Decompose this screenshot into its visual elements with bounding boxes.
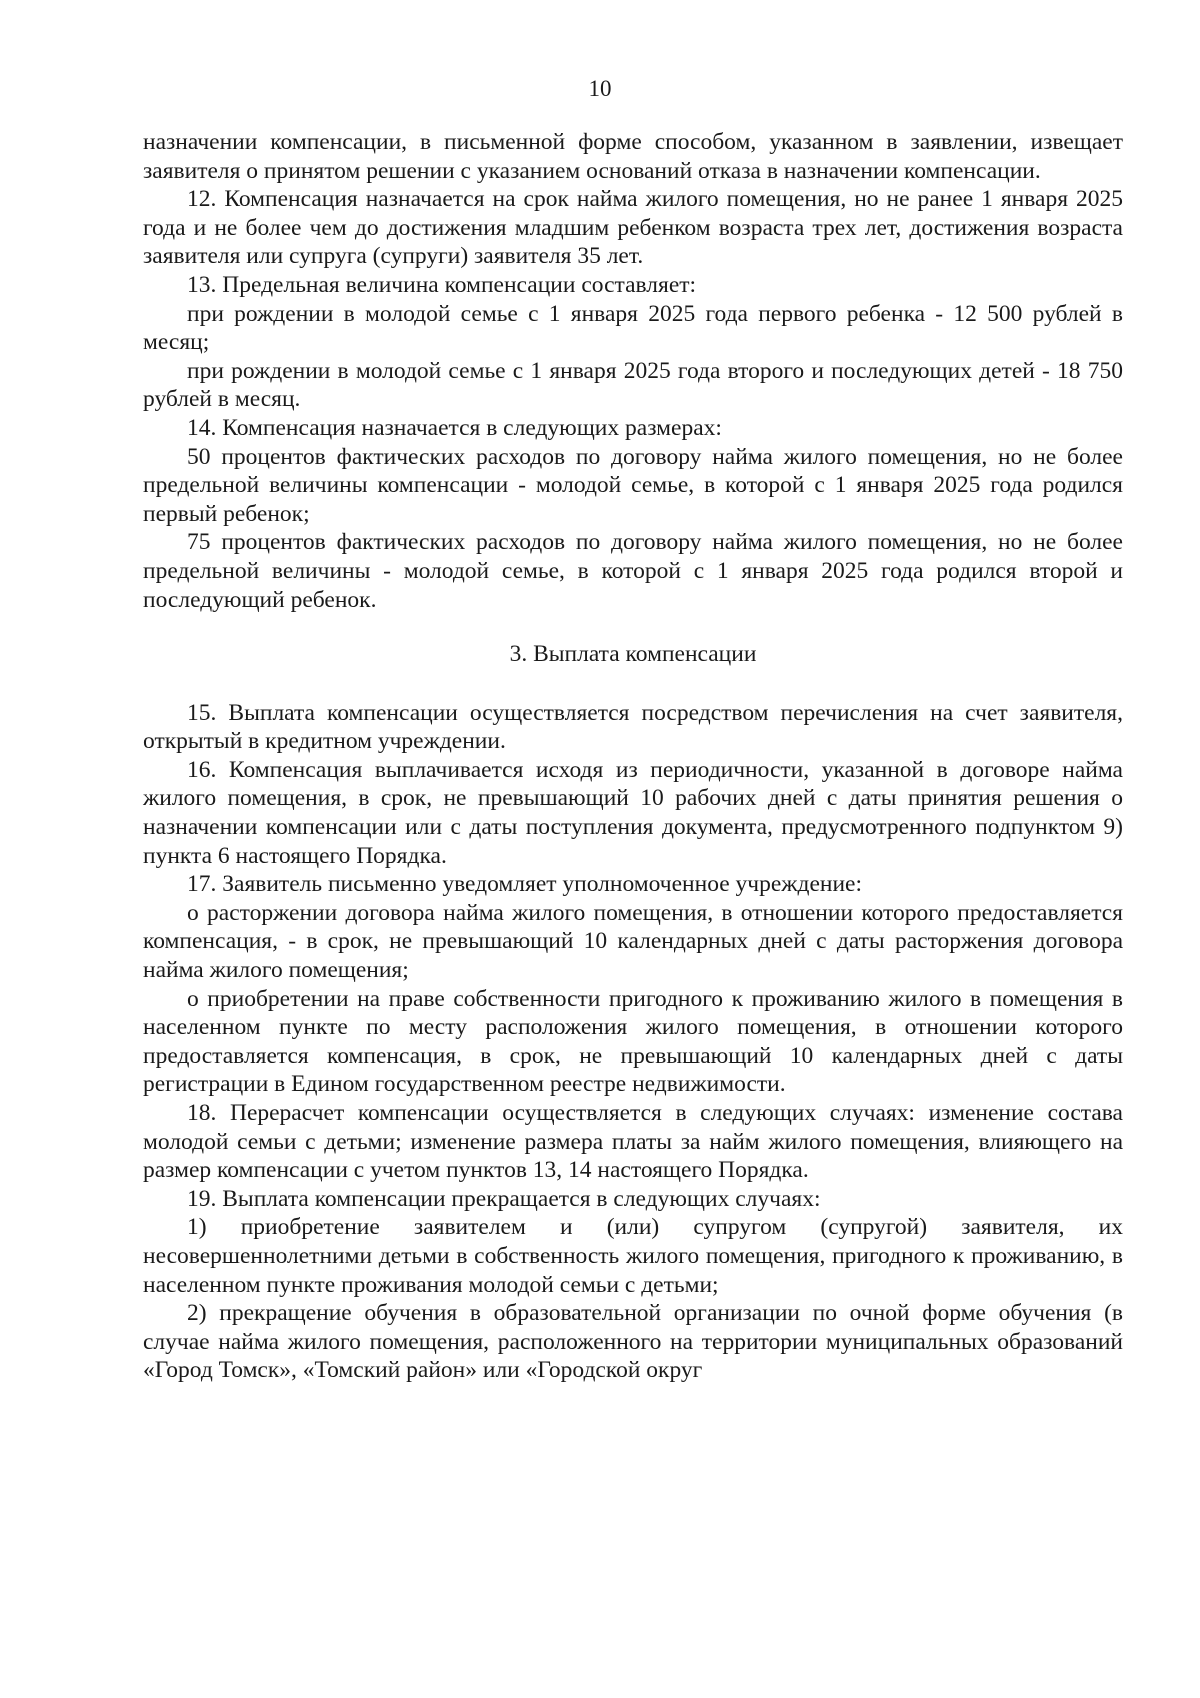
paragraph-item-18: 18. Перерасчет компенсации осуществляется в следующих случаях: изменение состава молодой семьи с детьми; изменение размера платы за найм жилого помещения, влияющего на размер компенсации с учетом пунктов 13, 14 настоящего Порядка.	[143, 1100, 1123, 1184]
paragraph-item-13-first-child: при рождении в молодой семье с 1 января 2025 года первого ребенка - 12 500 рублей в месяц;	[143, 300, 1123, 356]
paragraph-item-14-seventy-five-percent: 75 процентов фактических расходов по договору найма жилого помещения, но не более предельной величины - молодой семье, в которой с 1 января 2025 года родился второй и последующий ребенок.	[143, 529, 1123, 613]
section-heading: 3. Выплата компенсации	[509, 641, 757, 668]
paragraph-item-13: 13. Предельная величина компенсации составляет:	[187, 271, 697, 298]
paragraph-item-17-termination: о расторжении договора найма жилого помещения, в отношении которого предоставляется компенсация, - в срок, не превышающий 10 календарных дней с даты расторжения договора найма жилого помещения;	[143, 899, 1123, 984]
page-number: 10	[588, 76, 612, 101]
document-body	[143, 128, 1123, 1385]
paragraph-item-19: 19. Выплата компенсации прекращается в следующих случаях:	[187, 1185, 821, 1212]
paragraph-item-14: 14. Компенсация назначается в следующих размерах:	[187, 414, 722, 441]
paragraph-item-14-fifty-percent: 50 процентов фактических расходов по договору найма жилого помещения, но не более предельной величины компенсации - молодой семье, в которой с 1 января 2025 года родился первый ребенок;	[143, 443, 1123, 527]
paragraph-item-12: 12. Компенсация назначается на срок найма жилого помещения, но не ранее 1 января 2025 года и не более чем до достижения младшим ребенком возраста трех лет, достижения возраста заявителя или супруга (супруги) заявителя 35 лет.	[143, 186, 1123, 270]
paragraph-continuation: назначении компенсации, в письменной форме способом, указанном в заявлении, извещает заявителя о принятом решении с указанием оснований отказа в назначении компенсации.	[143, 129, 1123, 184]
paragraph-item-19-sub-1: 1) приобретение заявителем и (или) супругом (супругой) заявителя, их несовершеннолетними детьми в собственность жилого помещения, пригодного к проживанию, в населенном пункте проживания молодой семьи с детьми;	[143, 1214, 1123, 1298]
paragraph-item-17-acquisition: о приобретении на праве собственности пригодного к проживанию жилого в помещения в населенном пункте по месту расположения жилого помещения, в отношении которого предоставляется компенсация, в срок, не превышающий 10 календарных дней с даты регистрации в Едином государственном реестре недвижимости.	[143, 985, 1123, 1098]
paragraph-item-17: 17. Заявитель письменно уведомляет уполномоченное учреждение:	[187, 871, 863, 898]
paragraph-item-19-sub-2: 2) прекращение обучения в образовательной организации по очной форме обучения (в случае найма жилого помещения, расположенного на территории муниципальных образований «Город Томск», «Томский район» или «Городской округ	[143, 1300, 1123, 1384]
paragraph-item-15: 15. Выплата компенсации осуществляется посредством перечисления на счет заявителя, открытый в кредитном учреждении.	[143, 699, 1123, 755]
paragraph-item-13-second-child: при рождении в молодой семье с 1 января 2025 года второго и последующих детей - 18 750 рублей в месяц.	[143, 357, 1123, 413]
paragraph-item-16: 16. Компенсация выплачивается исходя из периодичности, указанной в договоре найма жилого помещения, в срок, не превышающий 10 рабочих дней с даты принятия решения о назначении компенсации или с даты поступления документа, предусмотренного подпунктом 9) пункта 6 настоящего Порядка.	[143, 756, 1123, 869]
